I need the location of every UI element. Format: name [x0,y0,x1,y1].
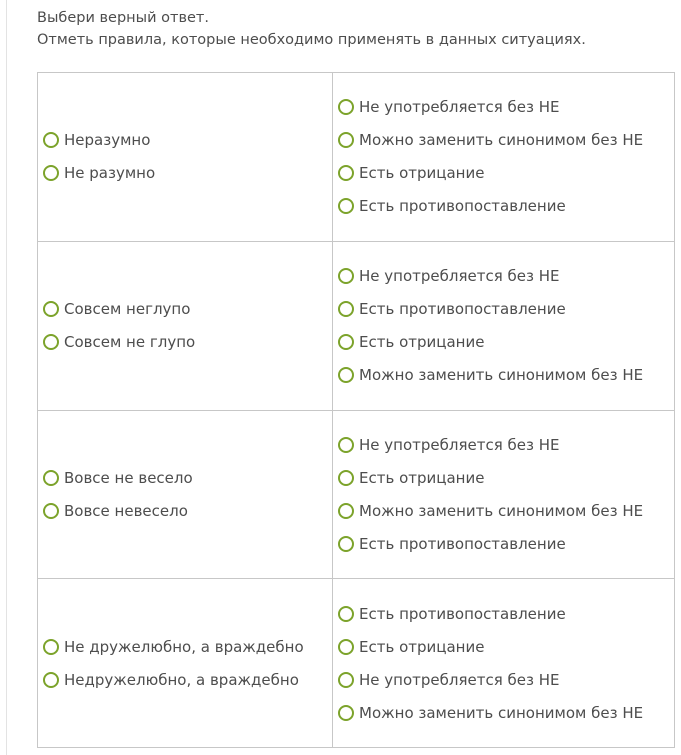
word-option[interactable] [43,494,332,527]
word-option[interactable] [43,630,332,663]
radio-button[interactable] [338,606,354,622]
word-options-cell [38,241,333,410]
rule-option-label: Есть противопоставление [359,604,566,623]
word-option[interactable] [43,461,332,494]
table-row [38,241,675,410]
radio-button[interactable] [338,705,354,721]
radio-button[interactable] [338,198,354,214]
rule-option-label: Можно заменить синонимом без НЕ [359,501,644,520]
radio-button[interactable] [43,334,59,350]
rule-option-label: Не употребляется без НЕ [359,267,560,286]
radio-button[interactable] [338,672,354,688]
word-option-label: Совсем неглупо [64,300,191,319]
rule-option-label: Не употребляется без НЕ [359,435,560,454]
radio-button[interactable] [338,503,354,519]
radio-button[interactable] [338,367,354,383]
word-options-cell [38,73,333,242]
rule-option-label: Есть противопоставление [359,197,566,216]
rule-option[interactable] [338,359,674,392]
rule-option-label: Есть отрицание [359,637,485,656]
rule-option[interactable] [338,91,674,124]
word-option[interactable] [43,663,332,696]
instructions [37,7,586,51]
word-option[interactable] [43,157,332,190]
radio-button[interactable] [338,470,354,486]
radio-button[interactable] [338,132,354,148]
word-option[interactable] [43,293,332,326]
rule-option[interactable] [338,190,674,223]
rule-option-label: Можно заменить синонимом без НЕ [359,366,644,385]
radio-button[interactable] [338,99,354,115]
radio-button[interactable] [338,639,354,655]
radio-button[interactable] [338,334,354,350]
rule-options-cell [333,241,675,410]
rule-option[interactable] [338,630,674,663]
word-option-label: Не дружелюбно, а враждебно [64,637,304,656]
rule-option-label: Можно заменить синонимом без НЕ [359,703,644,722]
radio-button[interactable] [338,268,354,284]
rule-option-label: Есть противопоставление [359,300,566,319]
rule-option-label: Есть отрицание [359,164,485,183]
rule-option[interactable] [338,663,674,696]
rule-option[interactable] [338,157,674,190]
rule-option-label: Не употребляется без НЕ [359,98,560,117]
word-option[interactable] [43,124,332,157]
table-row [38,410,675,579]
rule-options-cell [333,73,675,242]
rule-option[interactable] [338,461,674,494]
rule-option[interactable] [338,124,674,157]
rule-option[interactable] [338,696,674,729]
matching-table [37,72,675,748]
radio-button[interactable] [43,672,59,688]
word-option-label: Вовсе невесело [64,501,188,520]
table-row [38,73,675,242]
word-option-label: Недружелюбно, а враждебно [64,670,299,689]
rule-option-label: Не употребляется без НЕ [359,670,560,689]
word-option-label: Вовсе не весело [64,468,193,487]
radio-button[interactable] [43,470,59,486]
rule-option[interactable] [338,527,674,560]
radio-button[interactable] [43,301,59,317]
word-options-cell [38,410,333,579]
rule-options-cell [333,410,675,579]
rule-option[interactable] [338,494,674,527]
radio-button[interactable] [338,165,354,181]
rule-option[interactable] [338,260,674,293]
rule-option[interactable] [338,428,674,461]
rule-option-label: Есть противопоставление [359,534,566,553]
instruction-line-1: Выбери верный ответ. [37,10,209,26]
rule-option[interactable] [338,293,674,326]
rule-option[interactable] [338,597,674,630]
instruction-line-2: Отметь правила, которые необходимо применять в данных ситуациях. [37,32,586,48]
radio-button[interactable] [338,437,354,453]
word-option-label: Не разумно [64,164,156,183]
radio-button[interactable] [43,165,59,181]
radio-button[interactable] [43,503,59,519]
rule-options-cell [333,579,675,748]
word-option-label: Неразумно [64,131,151,150]
rule-option-label: Есть отрицание [359,333,485,352]
radio-button[interactable] [43,639,59,655]
rule-option-label: Есть отрицание [359,468,485,487]
radio-button[interactable] [338,536,354,552]
table-row [38,579,675,748]
rule-option-label: Можно заменить синонимом без НЕ [359,131,644,150]
word-option[interactable] [43,326,332,359]
radio-button[interactable] [43,132,59,148]
rule-option[interactable] [338,326,674,359]
word-option-label: Совсем не глупо [64,333,196,352]
left-divider [6,0,7,755]
word-options-cell [38,579,333,748]
radio-button[interactable] [338,301,354,317]
